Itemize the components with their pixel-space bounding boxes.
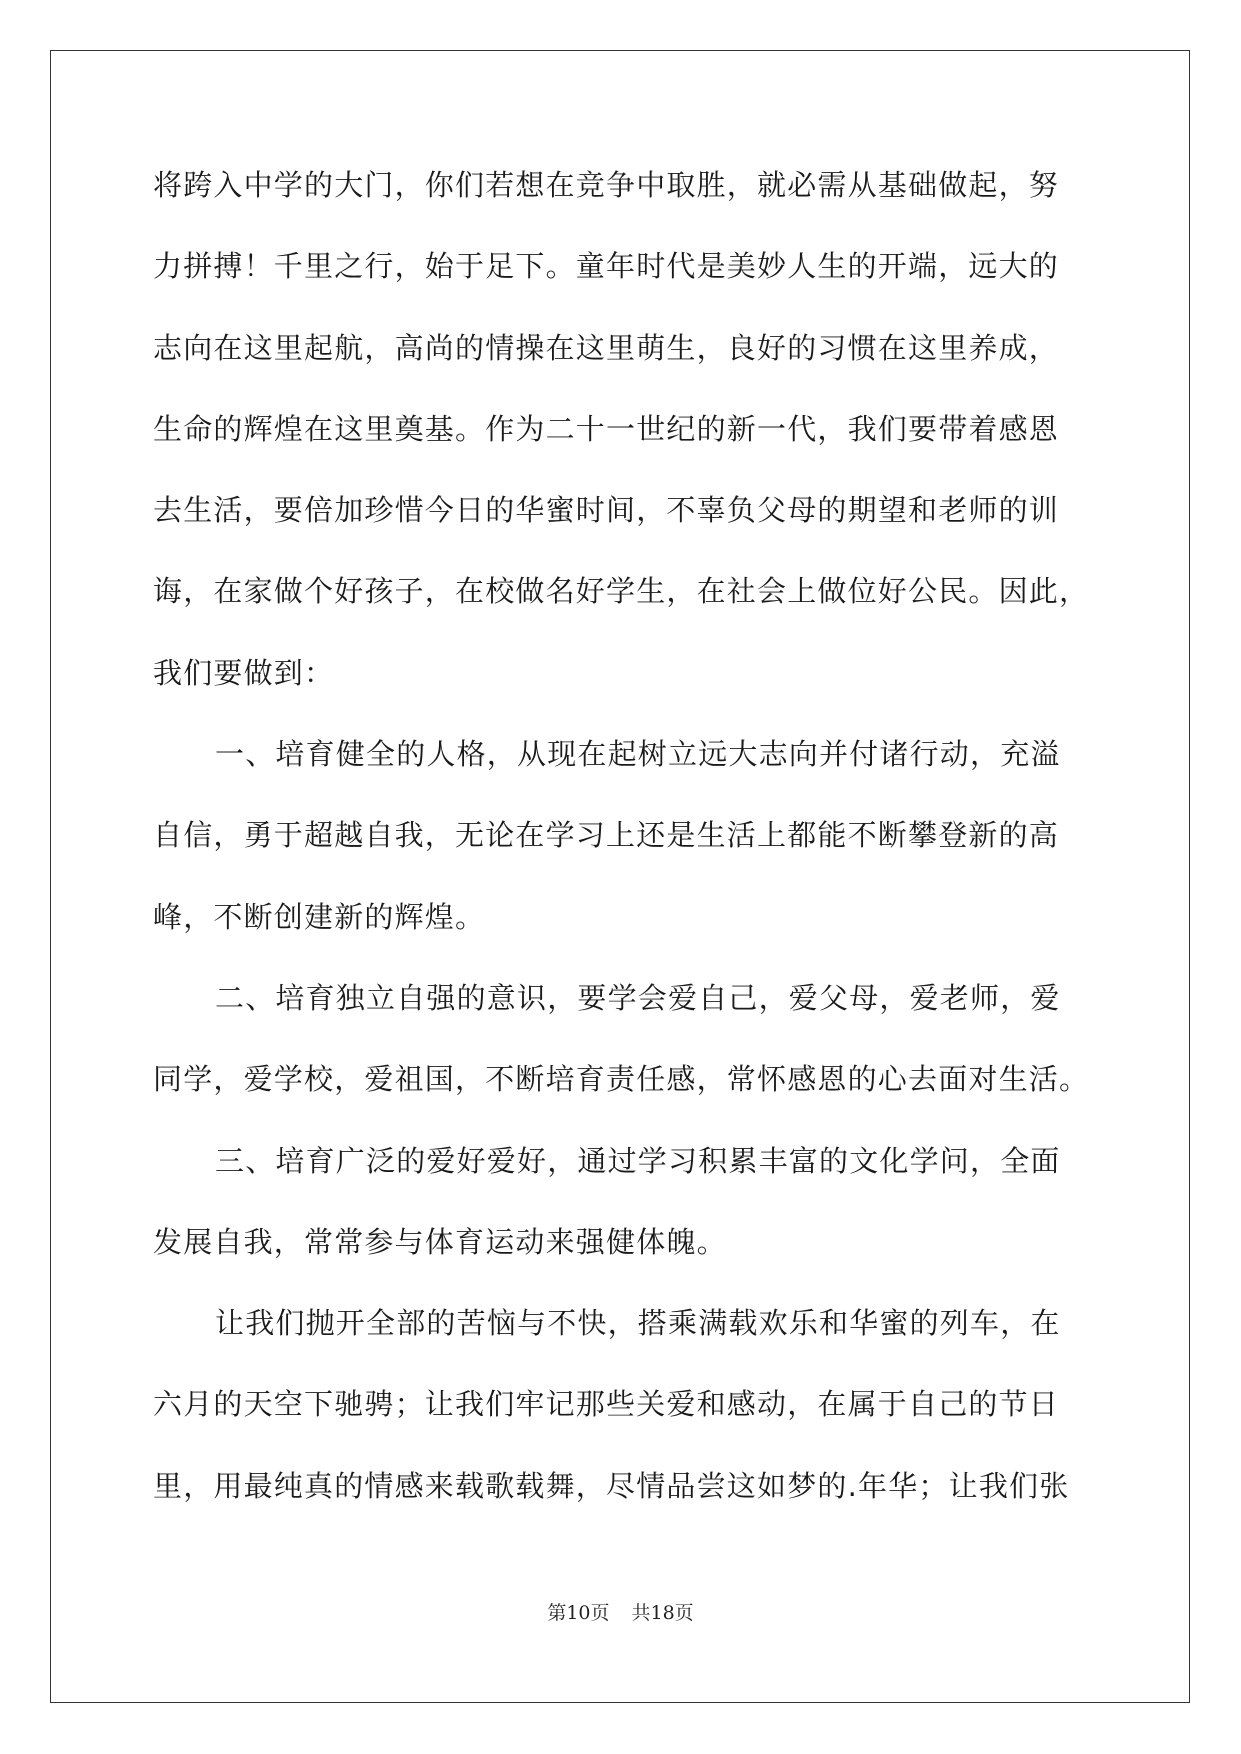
text-line: 力拼搏！千里之行，始于足下。童年时代是美妙人生的开端，远大的 (153, 249, 1060, 284)
page-number-total: 共18页 (631, 1602, 694, 1624)
text-line: 发展自我，常常参与体育运动来强健体魄。 (153, 1224, 727, 1259)
text-line: 同学，爱学校，爱祖国，不断培育责任感，常怀感恩的心去面对生活。 (153, 1062, 1090, 1097)
page-number-current: 第10页 (547, 1602, 610, 1624)
text-line: 一、培育健全的人格，从现在起树立远大志向并付诸行动，充溢 (215, 737, 1061, 772)
document-body (153, 160, 1088, 1542)
text-line: 二、培育独立自强的意识，要学会爱自己，爱父母，爱老师，爱 (215, 980, 1061, 1015)
text-line: 让我们抛开全部的苦恼与不快，搭乘满载欢乐和华蜜的列车，在 (215, 1306, 1061, 1341)
text-line: 里，用最纯真的情感来载歌载舞，尽情品尝这如梦的.年华；让我们张 (153, 1468, 1070, 1503)
text-line: 将跨入中学的大门，你们若想在竞争中取胜，就必需从基础做起，努 (153, 168, 1060, 202)
text-line: 六月的天空下驰骋；让我们牢记那些关爱和感动，在属于自己的节日 (153, 1387, 1060, 1422)
text-line: 峰，不断创建新的辉煌。 (153, 899, 486, 934)
text-line: 诲，在家做个好孩子，在校做名好学生，在社会上做位好公民。因此， (153, 574, 1090, 609)
text-line: 自信，勇于超越自我，无论在学习上还是生活上都能不断攀登新的高 (153, 818, 1060, 853)
text-line: 志向在这里起航，高尚的情操在这里萌生，良好的习惯在这里养成， (153, 330, 1060, 365)
text-line: 生命的辉煌在这里奠基。作为二十一世纪的新一代，我们要带着感恩 (153, 411, 1060, 446)
text-line: 去生活，要倍加珍惜今日的华蜜时间，不辜负父母的期望和老师的训 (153, 493, 1060, 528)
text-line: 我们要做到： (153, 655, 335, 690)
page-footer (0, 1598, 1241, 1625)
text-line: 三、培育广泛的爱好爱好，通过学习积累丰富的文化学问，全面 (215, 1143, 1061, 1178)
